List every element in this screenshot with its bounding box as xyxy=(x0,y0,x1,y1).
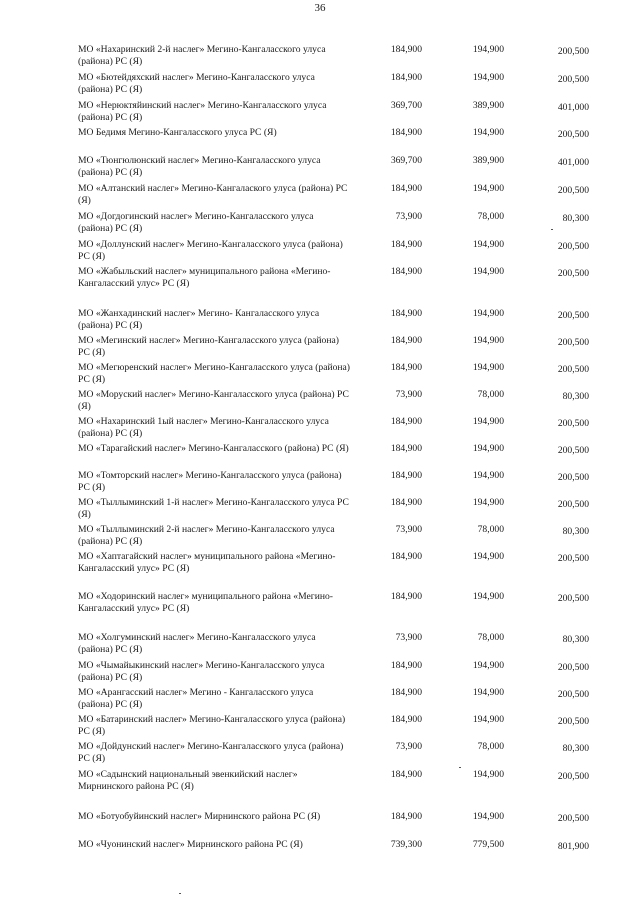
municipality-name: МО «Моруский наслег» Мегино-Кангаласского улуса (района) РС (Я) xyxy=(78,389,349,412)
value-column-1: 184,900 xyxy=(390,416,422,427)
value-column-1: 184,900 xyxy=(390,127,422,138)
municipality-name: МО «Нахаринский 1ый наслег» Мегино-Кангаласского улуса (района) РС (Я) xyxy=(78,416,329,439)
value-column-2: 194,900 xyxy=(472,551,504,562)
value-column-2: 194,900 xyxy=(472,416,504,427)
value-column-1: 739,300 xyxy=(390,839,422,850)
value-column-3: 80,300 xyxy=(562,391,589,402)
value-column-3: 200,500 xyxy=(557,689,589,700)
value-column-2: 389,900 xyxy=(472,155,504,166)
value-column-2: 194,900 xyxy=(472,266,504,277)
value-column-1: 369,700 xyxy=(390,100,422,111)
value-column-1: 73,900 xyxy=(395,389,422,400)
value-column-3: 200,500 xyxy=(557,241,589,252)
value-column-2: 78,000 xyxy=(477,211,504,222)
value-column-1: 184,900 xyxy=(390,497,422,508)
value-column-3: 200,500 xyxy=(557,445,589,456)
municipality-name: МО «Хаптагайский наслег» муниципального района «Мегино-Кангаласский улус» РС (Я) xyxy=(78,551,336,574)
municipality-name: МО «Тюнгюлюнский наслег» Мегино-Кангаласского улуса (района) РС (Я) xyxy=(78,155,321,178)
value-column-2: 779,500 xyxy=(472,839,504,850)
value-column-1: 184,900 xyxy=(390,183,422,194)
value-column-3: 200,500 xyxy=(557,662,589,673)
municipality-name: МО «Жабыльский наслег» муниципального района «Мегино-Кангаласский улус» РС (Я) xyxy=(78,266,331,289)
municipality-name: МО «Чымайыкинский наслег» Мегино-Кангаласского улуса (района) РС (Я) xyxy=(78,660,325,683)
municipality-name: МО «Доллунский наслег» Мегино-Кангаласского улуса (района) РС (Я) xyxy=(78,239,343,262)
value-column-1: 184,900 xyxy=(390,660,422,671)
value-column-2: 78,000 xyxy=(477,741,504,752)
scan-speck xyxy=(459,767,461,768)
value-column-1: 184,900 xyxy=(390,769,422,780)
municipality-name: МО «Мегюренский наслег» Мегино-Кангаласского улуса (района) РС (Я) xyxy=(78,362,351,385)
municipality-name: МО «Тыллыминский 1-й наслег» Мегино-Кангаласского улуса РС (Я) xyxy=(78,497,349,520)
municipality-name: МО «Дойдунский наслег» Мегино-Кангаласского улуса (района) РС (Я) xyxy=(78,741,344,764)
value-column-3: 200,500 xyxy=(557,418,589,429)
value-column-2: 78,000 xyxy=(477,632,504,643)
municipality-name: МО Бедимя Мегино-Кангаласского улуса РС (Я) xyxy=(78,127,277,138)
value-column-1: 184,900 xyxy=(390,362,422,373)
value-column-3: 200,500 xyxy=(557,310,589,321)
value-column-3: 200,500 xyxy=(557,268,589,279)
value-column-2: 389,900 xyxy=(472,100,504,111)
municipality-name: МО «Тыллыминский 2-й наслег» Мегино-Кангаласского улуса (района) РС (Я) xyxy=(78,524,335,547)
municipality-name: МО «Батаринский наслег» Мегино-Кангаласского улуса (района) РС (Я) xyxy=(78,714,346,737)
value-column-2: 194,900 xyxy=(472,44,504,55)
value-column-1: 73,900 xyxy=(395,632,422,643)
value-column-3: 200,500 xyxy=(557,74,589,85)
municipality-name: МО «Бютейдяхский наслег» Мегино-Кангаласского улуса (района) РС (Я) xyxy=(78,72,315,95)
value-column-1: 184,900 xyxy=(390,714,422,725)
municipality-name: МО «Томторский наслег» Мегино-Кангаласского улуса (района) РС (Я) xyxy=(78,470,342,493)
value-column-1: 184,900 xyxy=(390,687,422,698)
municipality-name: МО «Тарагайский наслег» Мегино-Кангаласского (района) РС (Я) xyxy=(78,443,349,454)
value-column-1: 184,900 xyxy=(390,811,422,822)
value-column-1: 184,900 xyxy=(390,551,422,562)
value-column-3: 80,300 xyxy=(562,213,589,224)
value-column-1: 184,900 xyxy=(390,266,422,277)
value-column-3: 200,500 xyxy=(557,364,589,375)
value-column-3: 200,500 xyxy=(557,813,589,824)
value-column-2: 194,900 xyxy=(472,714,504,725)
value-column-3: 200,500 xyxy=(557,46,589,57)
value-column-3: 200,500 xyxy=(557,593,589,604)
value-column-3: 200,500 xyxy=(557,185,589,196)
value-column-2: 194,900 xyxy=(472,591,504,602)
value-column-1: 184,900 xyxy=(390,72,422,83)
municipality-name: МО «Нахаринский 2-й наслег» Мегино-Кангаласского улуса (района) РС (Я) xyxy=(78,44,326,67)
value-column-3: 200,500 xyxy=(557,472,589,483)
scan-speck xyxy=(179,893,181,894)
scan-speck xyxy=(551,229,553,230)
value-column-2: 194,900 xyxy=(472,769,504,780)
value-column-3: 200,500 xyxy=(557,771,589,782)
municipality-name: МО «Ботуобуйинский наслег» Мирнинского района РС (Я) xyxy=(78,811,321,822)
value-column-1: 73,900 xyxy=(395,524,422,535)
value-column-3: 80,300 xyxy=(562,743,589,754)
value-column-3: 200,500 xyxy=(557,499,589,510)
value-column-1: 73,900 xyxy=(395,741,422,752)
value-column-2: 194,900 xyxy=(472,239,504,250)
page-number: 36 xyxy=(314,2,326,14)
value-column-3: 401,000 xyxy=(557,157,589,168)
municipality-name: МО «Жанхадинский наслег» Мегино- Кангаласского улуса (района) РС (Я) xyxy=(78,308,320,331)
municipality-name: МО «Нерюктяйинский наслег» Мегино-Кангаласского улуса (района) РС (Я) xyxy=(78,100,327,123)
municipality-name: МО «Холгуминский наслег» Мегино-Кангаласского улуса (района) РС (Я) xyxy=(78,632,316,655)
value-column-3: 80,300 xyxy=(562,526,589,537)
municipality-name: МО «Чуонинский наслег» Мирнинского района РС (Я) xyxy=(78,839,303,850)
value-column-3: 200,500 xyxy=(557,716,589,727)
value-column-2: 194,900 xyxy=(472,183,504,194)
value-column-2: 194,900 xyxy=(472,443,504,454)
value-column-3: 200,500 xyxy=(557,129,589,140)
value-column-2: 194,900 xyxy=(472,811,504,822)
value-column-1: 184,900 xyxy=(390,591,422,602)
value-column-2: 194,900 xyxy=(472,127,504,138)
value-column-3: 401,000 xyxy=(557,102,589,113)
municipality-name: МО «Арангасский наслег» Мегино - Кангаласского улуса (района) РС (Я) xyxy=(78,687,314,710)
value-column-2: 194,900 xyxy=(472,497,504,508)
value-column-2: 194,900 xyxy=(472,72,504,83)
value-column-2: 194,900 xyxy=(472,362,504,373)
value-column-1: 73,900 xyxy=(395,211,422,222)
value-column-1: 184,900 xyxy=(390,308,422,319)
municipality-name: МО «Садынский национальный эвенкийский наслег» Мирнинского района РС (Я) xyxy=(78,769,298,792)
value-column-3: 801,900 xyxy=(557,841,589,852)
value-column-1: 184,900 xyxy=(390,335,422,346)
value-column-2: 194,900 xyxy=(472,660,504,671)
value-column-3: 200,500 xyxy=(557,553,589,564)
municipality-name: МО «Мегинский наслег» Мегино-Кангаласского улуса (района) РС (Я) xyxy=(78,335,339,358)
value-column-1: 184,900 xyxy=(390,239,422,250)
value-column-1: 369,700 xyxy=(390,155,422,166)
value-column-3: 200,500 xyxy=(557,337,589,348)
municipality-name: МО «Алтанский наслег» Мегино-Кангалаского улуса (района) РС (Я) xyxy=(78,183,348,206)
value-column-2: 194,900 xyxy=(472,335,504,346)
value-column-2: 194,900 xyxy=(472,470,504,481)
value-column-2: 78,000 xyxy=(477,524,504,535)
value-column-1: 184,900 xyxy=(390,44,422,55)
value-column-1: 184,900 xyxy=(390,443,422,454)
value-column-3: 80,300 xyxy=(562,634,589,645)
value-column-2: 78,000 xyxy=(477,389,504,400)
municipality-name: МО «Догдогинский наслег» Мегино-Кангаласского улуса (района) РС (Я) xyxy=(78,211,314,234)
value-column-2: 194,900 xyxy=(472,308,504,319)
value-column-1: 184,900 xyxy=(390,470,422,481)
municipality-name: МО «Ходоринский наслег» муниципального района «Мегино-Кангаласский улус» РС (Я) xyxy=(78,591,333,614)
value-column-2: 194,900 xyxy=(472,687,504,698)
